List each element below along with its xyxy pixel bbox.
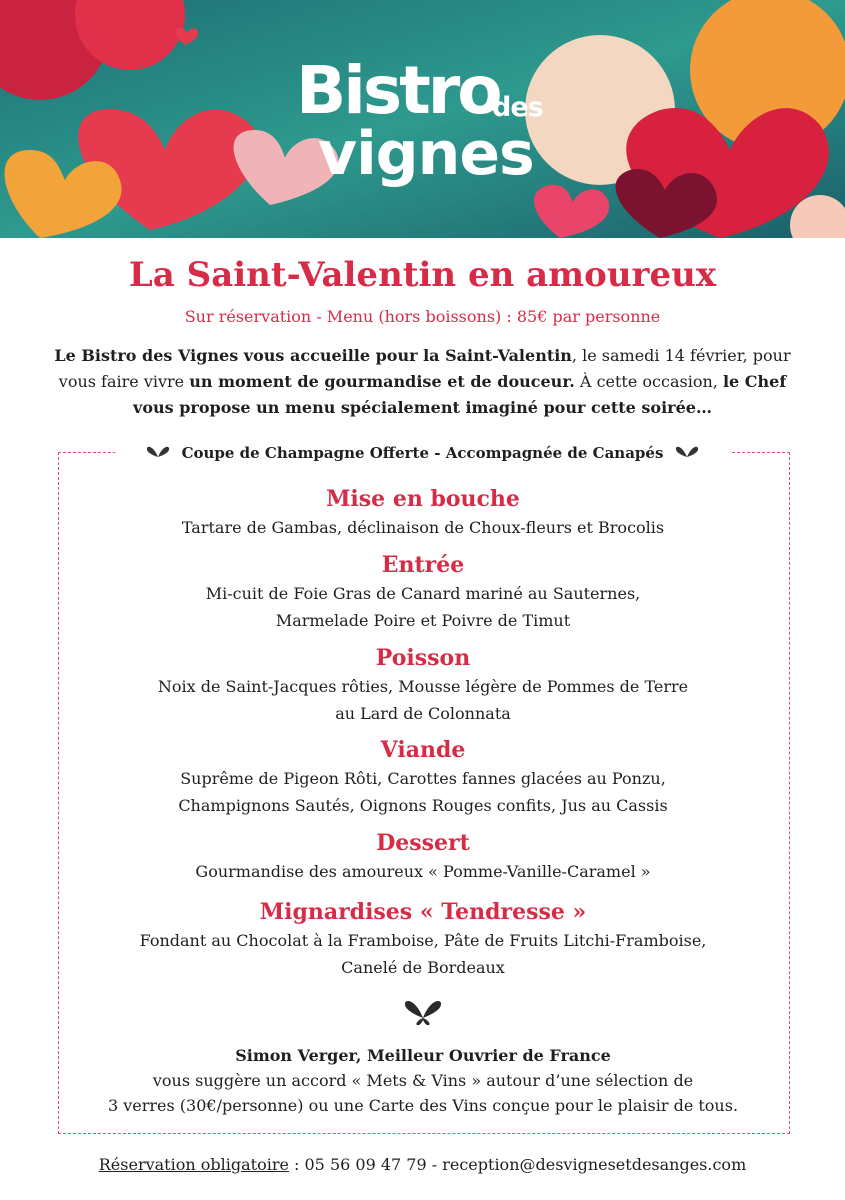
butterfly-icon bbox=[146, 445, 170, 461]
butterfly-divider-icon bbox=[404, 998, 442, 1026]
logo bbox=[296, 52, 566, 198]
menu-section-dessert bbox=[58, 828, 788, 885]
subtitle: Sur réservation - Menu (hors boissons) : 85€ par personne bbox=[184, 307, 661, 326]
footer-reservation bbox=[0, 1155, 845, 1174]
reservation-contact[interactable]: : 05 56 09 47 79 - reception@desvignesetdesanges.com bbox=[288, 1155, 747, 1174]
section-heading: Mise en bouche bbox=[326, 486, 520, 512]
intro-bold-5: le Chef vous propose un menu spécialement imaginé pour cette soirée… bbox=[133, 372, 787, 417]
sommelier-line-2: 3 verres (30€/personne) ou une Carte des Vins conçue pour le plaisir de tous. bbox=[107, 1096, 739, 1115]
intro-bold-1: Le Bistro des Vignes vous accueille pour la Saint-Valentin bbox=[54, 346, 572, 365]
section-heading: Poisson bbox=[375, 645, 471, 671]
dish-line: au Lard de Colonnata bbox=[335, 704, 511, 723]
section-heading: Mignardises « Tendresse » bbox=[259, 899, 587, 925]
header-banner bbox=[0, 0, 845, 238]
dish-line: Noix de Saint-Jacques rôties, Mousse légère de Pommes de Terre bbox=[157, 677, 689, 696]
intro-text-4: À cette occasion, bbox=[574, 372, 723, 391]
logo-vignes: vignes bbox=[318, 119, 534, 189]
dish-line: Gourmandise des amoureux « Pomme-Vanille-Caramel » bbox=[195, 862, 651, 881]
dish-line: Tartare de Gambas, déclinaison de Choux-fleurs et Brocolis bbox=[181, 518, 665, 537]
butterfly-icon bbox=[675, 445, 699, 461]
dish-line: Fondant au Chocolat à la Framboise, Pâte de Fruits Litchi-Framboise, bbox=[139, 931, 707, 950]
sommelier-name bbox=[58, 1043, 788, 1068]
champagne-text: Coupe de Champagne Offerte - Accompagnée de Canapés bbox=[181, 444, 664, 462]
menu-section-entree bbox=[58, 550, 788, 634]
logo-bistro: Bistro bbox=[296, 52, 500, 129]
dish-line: Mi-cuit de Foie Gras de Canard mariné au Sauternes, bbox=[205, 584, 641, 603]
sommelier-name-text: Simon Verger, Meilleur Ouvrier de France bbox=[235, 1046, 611, 1065]
menu-section-mignardises bbox=[58, 897, 788, 981]
dish-line: Marmelade Poire et Poivre de Timut bbox=[275, 611, 571, 630]
logo-des: des bbox=[492, 92, 543, 123]
sommelier-block bbox=[58, 1043, 788, 1118]
section-heading: Viande bbox=[380, 737, 466, 763]
dish-line: Suprême de Pigeon Rôti, Carottes fannes glacées au Ponzu, bbox=[180, 769, 666, 788]
sommelier-line-1: vous suggère un accord « Mets & Vins » autour d’une sélection de bbox=[152, 1071, 694, 1090]
intro-bold-3: un moment de gourmandise et de douceur. bbox=[189, 372, 575, 391]
reservation-label: Réservation obligatoire bbox=[98, 1155, 289, 1174]
section-heading: Dessert bbox=[376, 830, 470, 856]
page-title: La Saint-Valentin en amoureux bbox=[128, 255, 717, 295]
dish-line: Canelé de Bordeaux bbox=[341, 958, 505, 977]
section-heading: Entrée bbox=[381, 552, 465, 578]
menu-section-viande bbox=[58, 735, 788, 819]
menu-section-poisson bbox=[58, 643, 788, 727]
menu-section-mise-en-bouche bbox=[58, 484, 788, 541]
intro-paragraph bbox=[50, 343, 795, 421]
intro-text-2: , le samedi 14 février, pour vous faire vivre bbox=[58, 346, 791, 391]
dish-line: Champignons Sautés, Oignons Rouges confits, Jus au Cassis bbox=[178, 796, 668, 815]
champagne-banner bbox=[115, 440, 730, 466]
